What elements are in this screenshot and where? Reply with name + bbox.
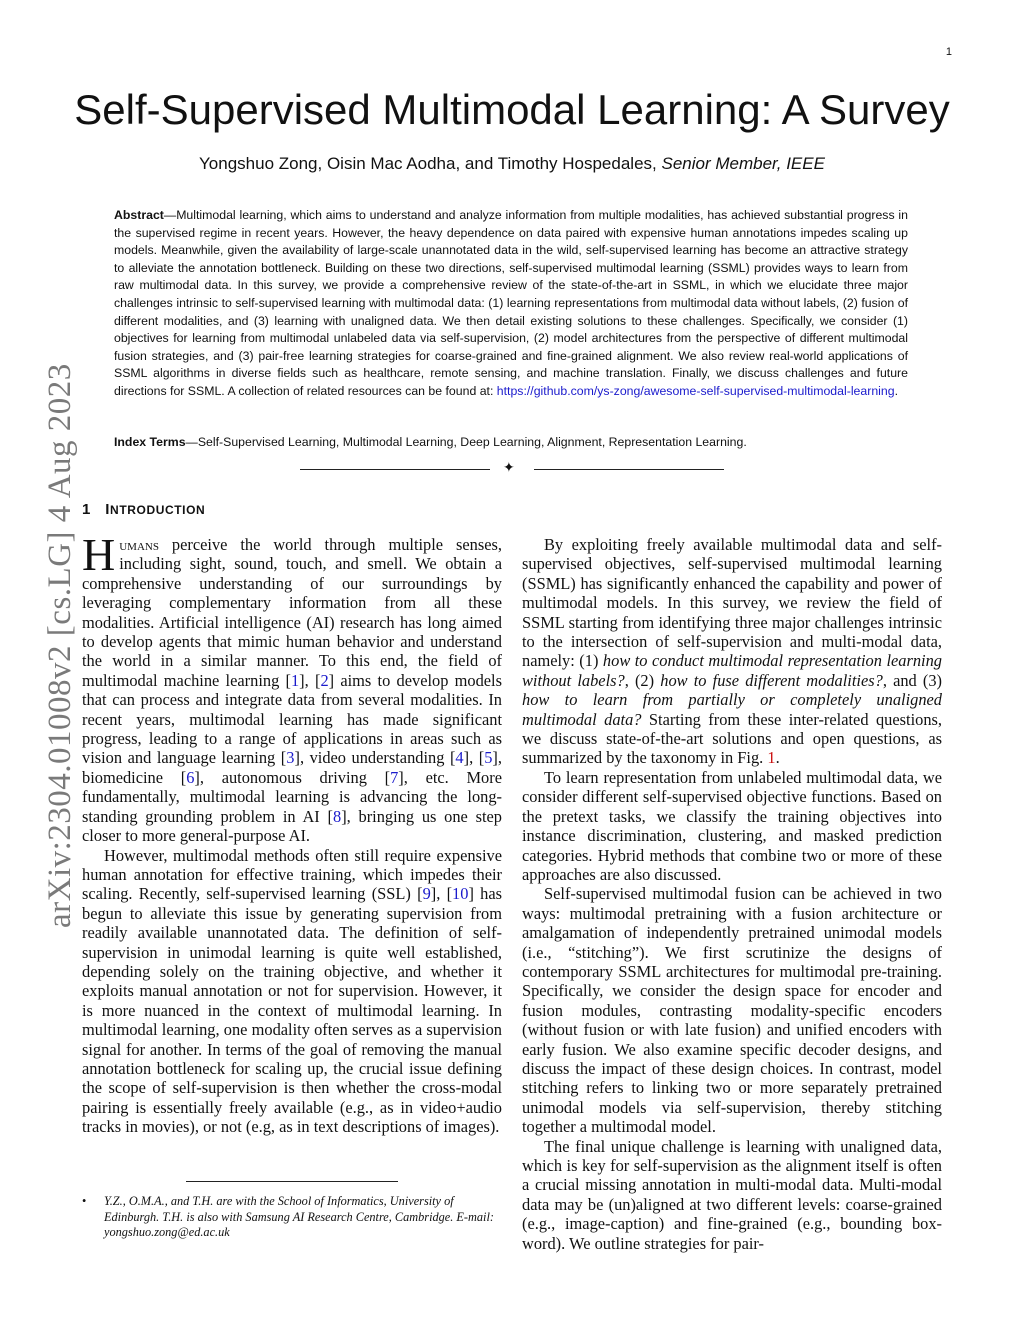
text-run: However, multimodal methods often still require expensive human annotation for effective training, which impedes their scaling. Recently, self-supervised learning (SSL) [82,845,502,904]
text-run: , bringing us one step closer to more general-purpose AI. [82,806,502,846]
text-run: , video understanding [299,748,450,768]
text-run: , [304,670,315,690]
separator-line-left [300,469,490,470]
abstract-end: . [894,383,898,398]
text-run: Starting from these inter-related questions, we discuss state-of-the-art solutions and open questions, as summarized by the taxonomy in Fig. [522,709,942,768]
abstract-label: Abstract [114,208,164,222]
text-run: , etc. More fundamentally, multimodal learning is advancing the long-standing grounding problem in AI [82,767,502,826]
citation-link[interactable]: 8 [332,806,342,826]
paragraph [522,535,942,768]
citation-link[interactable]: 3 [286,748,295,768]
separator-diamond-icon: ✦ [503,461,515,476]
text-run: , biomedicine [82,748,502,787]
citation-link[interactable]: 7 [390,767,399,787]
section-heading-introduction [82,501,205,518]
research-question: how to conduct multimodal representation learning without labels? [522,651,942,690]
research-question: how to learn from partially or completely unaligned multimodal data? [522,690,942,729]
separator-line-right [534,469,724,470]
index-terms-text: —Self-Supervised Learning, Multimodal Learning, Deep Learning, Alignment, Representation Learning. [185,435,747,449]
citation-link[interactable]: 6 [186,767,195,787]
text-run: , [436,884,447,904]
citation-link[interactable]: 2 [320,670,329,690]
author-line [60,154,964,174]
arxiv-identifier-stamp: arXiv:2304.01008v2 [cs.LG] 4 Aug 2023 [42,363,78,928]
paper-title: Self-Supervised Multimodal Learning: A Survey [74,86,950,133]
author-names: Yongshuo Zong, Oisin Mac Aodha, and Timothy Hospedales, [199,154,657,173]
text-run: , [469,748,479,768]
index-terms-label: Index Terms [114,435,186,449]
section-title-rest: NTRODUCTION [110,503,206,517]
affiliation-footnote [82,1194,502,1241]
text-run: , (2) [624,670,661,690]
citation-link[interactable]: 5 [484,748,493,768]
abstract-text: —Multimodal learning, which aims to understand and analyze information from multiple modalities, has achieved substantial progress in the supervised regime in recent years. However, the heavy dependence on data paired with expensive human annotations impedes scaling up models. Meanwhile, given the availability of large-scale unannotated data in the wild, self-supervised learning has become an attractive strategy to alleviate the annotation bottleneck. Building on these two directions, self-supervised multimodal learning (SSML) provides ways to learn from raw multimodal data. In this survey, we provide a comprehensive review of the state-of-the-art in SSML, in which we elucidate three major challenges intrinsic to self-supervised learning with multimodal data: (1) learning representations from multimodal data without labels, (2) fusion of different modalities, and (3) learning with unaligned data. We then detail existing solutions to these challenges. Specifically, we consider (1) objectives for learning from multimodal unlabeled data via self-supervision, (2) model architectures from the perspective of different multimodal fusion strategies, and (3) pair-free learning strategies for coarse-grained and fine-grained alignment. We also review real-world applications of SSML algorithms in diverse fields such as healthcare, remote sensing, and machine translation. Finally, we discuss challenges and future directions for SSML. A collection of related resources can be found at: [114,208,908,398]
text-run: By exploiting freely available multimodal data and self-supervised objectives, self-supervised multimodal learning (SSML) has significantly enhanced the capability and power of multimodal models. In this survey, we review the field of SSML starting from identifying three major challenges intrinsic to the intersection of self-supervision and multi-modal data, namely: (1) [522,535,942,671]
paragraph: Humans perceive the world through multiple senses, including sight, sound, touch, and smell. We obtain a comprehensive understanding of our surroundings by leveraging complementary information from all these modalities. Artificial intelligence (AI) research has long aimed to develop agents that mimic human behavior and understand the world in a similar manner. To this end, the field of multimodal machine learning [1], [2] aims to develop models that can process and integrate data from several modalities. In recent years, multimodal learning has made significant progress, leading to a range of applications in areas such as vision and language learning [3], video understanding [4], [5], biomedicine [6], autonomous driving [7], etc. More fundamentally, multimodal learning is advancing the long-standing grounding problem in AI [8], bringing us one step closer to more general-purpose AI. [82,529,502,846]
section-separator [300,460,724,478]
smallcaps-word: umans [119,535,159,554]
drop-cap: H [82,529,116,580]
author-membership: Senior Member, IEEE [661,154,825,173]
page-number: 1 [945,46,952,58]
section-title-initial: I [105,501,111,518]
text-run: , and (3) [882,670,943,690]
research-question: how to fuse different modalities? [660,670,883,690]
paragraph: However, multimodal methods often still require expensive human annotation for effective training, which impedes their scaling. Recently, self-supervised learning (SSL) [9], [10] has begun to alleviate this issue by generating supervision from readily available unannotated data. The definition of self-supervision in unimodal learning is quite well established, depending solely on the training objective, and whether it exploits manual annotation or not for supervision. However, it is more nuanced in the context of multimodal learning. In multimodal learning, one modality often serves as a supervision signal for another. In terms of the goal of removing the manual annotation bottleneck for scaling up, the crucial issue defining the scope of self-supervision is then whether the cross-modal pairing is essentially freely available (e.g., as in video+audio tracks in movies), or not (e.g, as in text descriptions of images). [82,845,502,1137]
footnote-rule [186,1181,398,1182]
paragraph: The final unique challenge is learning with unaligned data, which is key for self-supervision as the alignment itself is often a crucial missing annotation in multi-modal data. Multi-modal data may be (un)aligned at two different levels: coarse-grained (e.g., image-caption) and fine-grained (e.g., bounding box-word). We outline strategies for pair- [522,1136,942,1253]
footnote-bullet: • [82,1194,87,1208]
text-run: has begun to alleviate this issue by generating supervision from readily available unannotated data. The definition of self-supervision in unimodal learning is quite well established, depending solely on the training objective, and whether it exploits manual annotation or not for supervision. However, it is more nuanced in the context of multimodal learning. In multimodal learning, one modality often serves as a supervision signal for another. In terms of the goal of removing the manual annotation bottleneck for scaling up, the crucial issue defining the scope of self-supervision is then whether the cross-modal pairing is essentially freely available (e.g., as in video+audio tracks in movies), or not (e.g, as in text descriptions of images). [82,884,502,1137]
left-column [82,529,502,1137]
section-number: 1 [82,501,91,518]
citation-link[interactable]: 1 [290,670,300,690]
abstract [114,207,908,401]
footnote-text: Y.Z., O.M.A., and T.H. are with the School of Informatics, University of Edinburgh. T.H. is also with Samsung AI Research Centre, Cambridge. E-mail: yongshuo.zong@ed.ac.uk [104,1194,494,1240]
citation-link[interactable]: 10 [452,884,469,904]
index-terms [114,434,908,452]
text-run: aims to develop models that can process and integrate data from several modalities. In recent years, multimodal learning has made significant progress, leading to a range of applications in areas such as vision and language learning [82,670,502,768]
paragraph: To learn representation from unlabeled multimodal data, we consider different self-supervised objective functions. Based on the pretext tasks, we classify the training objectives into instance discrimination, clustering, and masked prediction categories. Hybrid methods that combine two or more of these approaches are also discussed. [522,767,942,884]
resources-link[interactable]: https://github.com/ys-zong/awesome-self-supervised-multimodal-learning [496,383,895,398]
text-run: . [775,748,780,768]
citation-link[interactable]: 4 [455,748,464,768]
text-run: , autonomous driving [199,767,385,787]
citation-link[interactable]: 9 [422,884,431,904]
right-column [522,535,942,1253]
paragraph: Self-supervised multimodal fusion can be achieved in two ways: multimodal pretraining with a fusion architecture or amalgamation of independently pretrained unimodal models (i.e., “stitching”). We first scrutinize the designs of contemporary SSML architectures for multimodal pre-training. Specifically, we consider the design space for encoder and fusion modules, contrasting modality-specific encoders (without fusion or with late fusion) and unified encoders with early fusion. We also examine specific decoder designs, and discuss the impact of these design choices. In contrast, model stitching refers to linking two or more separately pretrained unimodal models via self-supervision, thereby stitching together a multimodal model. [522,884,942,1137]
figure-reference-link[interactable]: 1 [767,748,776,768]
text-run: perceive the world through multiple senses, including sight, sound, touch, and smell. We obtain a comprehensive understanding of our surroundings by leveraging complementary information from all these modalities. Artificial intelligence (AI) research has long aimed to develop agents that mimic human behavior and understand the world in a similar manner. To this end, the field of multimodal machine learning [82,535,502,690]
